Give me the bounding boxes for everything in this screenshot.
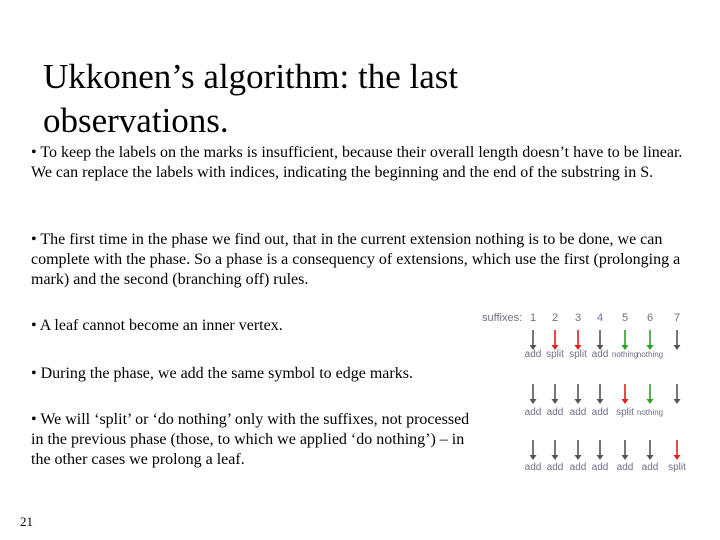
action-label-1-2: split — [546, 349, 564, 360]
arrow-2-7 — [674, 384, 681, 404]
arrow-2-1 — [530, 384, 537, 404]
arrow-3-2 — [552, 440, 559, 460]
action-label-3-1: add — [524, 462, 542, 473]
action-label-3-6: add — [641, 462, 659, 473]
arrow-2-5 — [622, 384, 629, 404]
bullet-2: • The first time in the phase we find out, that in the current extension nothing is to be done, we can complete with the phase. So a phase is a consequency of extensions, which use the first (prolonging a mark) and the second (branching off) rules. — [31, 231, 681, 288]
arrow-1-4 — [597, 330, 604, 350]
arrow-1-2 — [552, 330, 559, 350]
action-label-2-4: add — [591, 407, 609, 418]
action-label-2-1: add — [524, 407, 542, 418]
slide-title — [43, 55, 563, 143]
action-label-1-5: nothing — [611, 350, 639, 359]
arrow-2-3 — [575, 384, 582, 404]
arrow-2-2 — [552, 384, 559, 404]
suffix-index-5: 5 — [621, 312, 629, 324]
arrow-1-6 — [647, 330, 654, 350]
action-label-3-7: split — [668, 462, 686, 473]
action-label-2-6: nothing — [636, 408, 664, 417]
action-label-2-5: split — [616, 407, 634, 418]
arrow-2-6 — [647, 384, 654, 404]
suffix-index-3: 3 — [574, 312, 582, 324]
action-label-2-3: add — [569, 407, 587, 418]
bullet-5: • We will ‘split’ or ‘do nothing’ only with the suffixes, not processed in the previous phase (those, to which we applied ‘do nothing’) – in the other cases we prolong a leaf. — [31, 411, 470, 468]
arrow-2-4 — [597, 384, 604, 404]
action-label-3-2: add — [546, 462, 564, 473]
suffix-extension-diagram — [478, 302, 702, 502]
action-label-3-5: add — [616, 462, 634, 473]
action-label-1-6: nothing — [636, 350, 664, 359]
arrow-1-3 — [575, 330, 582, 350]
title-line-2: observations. — [43, 101, 229, 140]
arrow-3-3 — [575, 440, 582, 460]
action-label-1-1: add — [524, 349, 542, 360]
arrow-1-5 — [622, 330, 629, 350]
arrow-1-1 — [530, 330, 537, 350]
action-label-2-2: add — [546, 407, 564, 418]
arrow-3-5 — [622, 440, 629, 460]
action-label-1-4: add — [591, 349, 609, 360]
page-number: 21 — [20, 514, 33, 529]
bullet-3: • A leaf cannot become an inner vertex. — [31, 317, 283, 334]
suffixes-label: suffixes: — [482, 312, 523, 324]
suffix-index-7: 7 — [673, 312, 681, 324]
bullet-4: • During the phase, we add the same symbol to edge marks. — [31, 365, 413, 382]
action-label-3-4: add — [591, 462, 609, 473]
bullet-1: • To keep the labels on the marks is insufficient, because their overall length doesn’t have to be linear. We can replace the labels with indices, indicating the beginning and the end of the substring in S. — [31, 144, 683, 181]
action-label-1-3: split — [569, 349, 587, 360]
arrow-3-4 — [597, 440, 604, 460]
arrow-1-7 — [674, 330, 681, 350]
arrow-3-6 — [647, 440, 654, 460]
arrow-3-1 — [530, 440, 537, 460]
title-line-1: Ukkonen’s algorithm: the last — [43, 57, 459, 96]
suffix-index-1: 1 — [529, 312, 537, 324]
arrow-3-7 — [674, 440, 681, 460]
action-label-3-3: add — [569, 462, 587, 473]
suffix-index-6: 6 — [646, 312, 654, 324]
suffix-index-2: 2 — [551, 312, 559, 324]
suffix-index-4: 4 — [596, 312, 604, 324]
